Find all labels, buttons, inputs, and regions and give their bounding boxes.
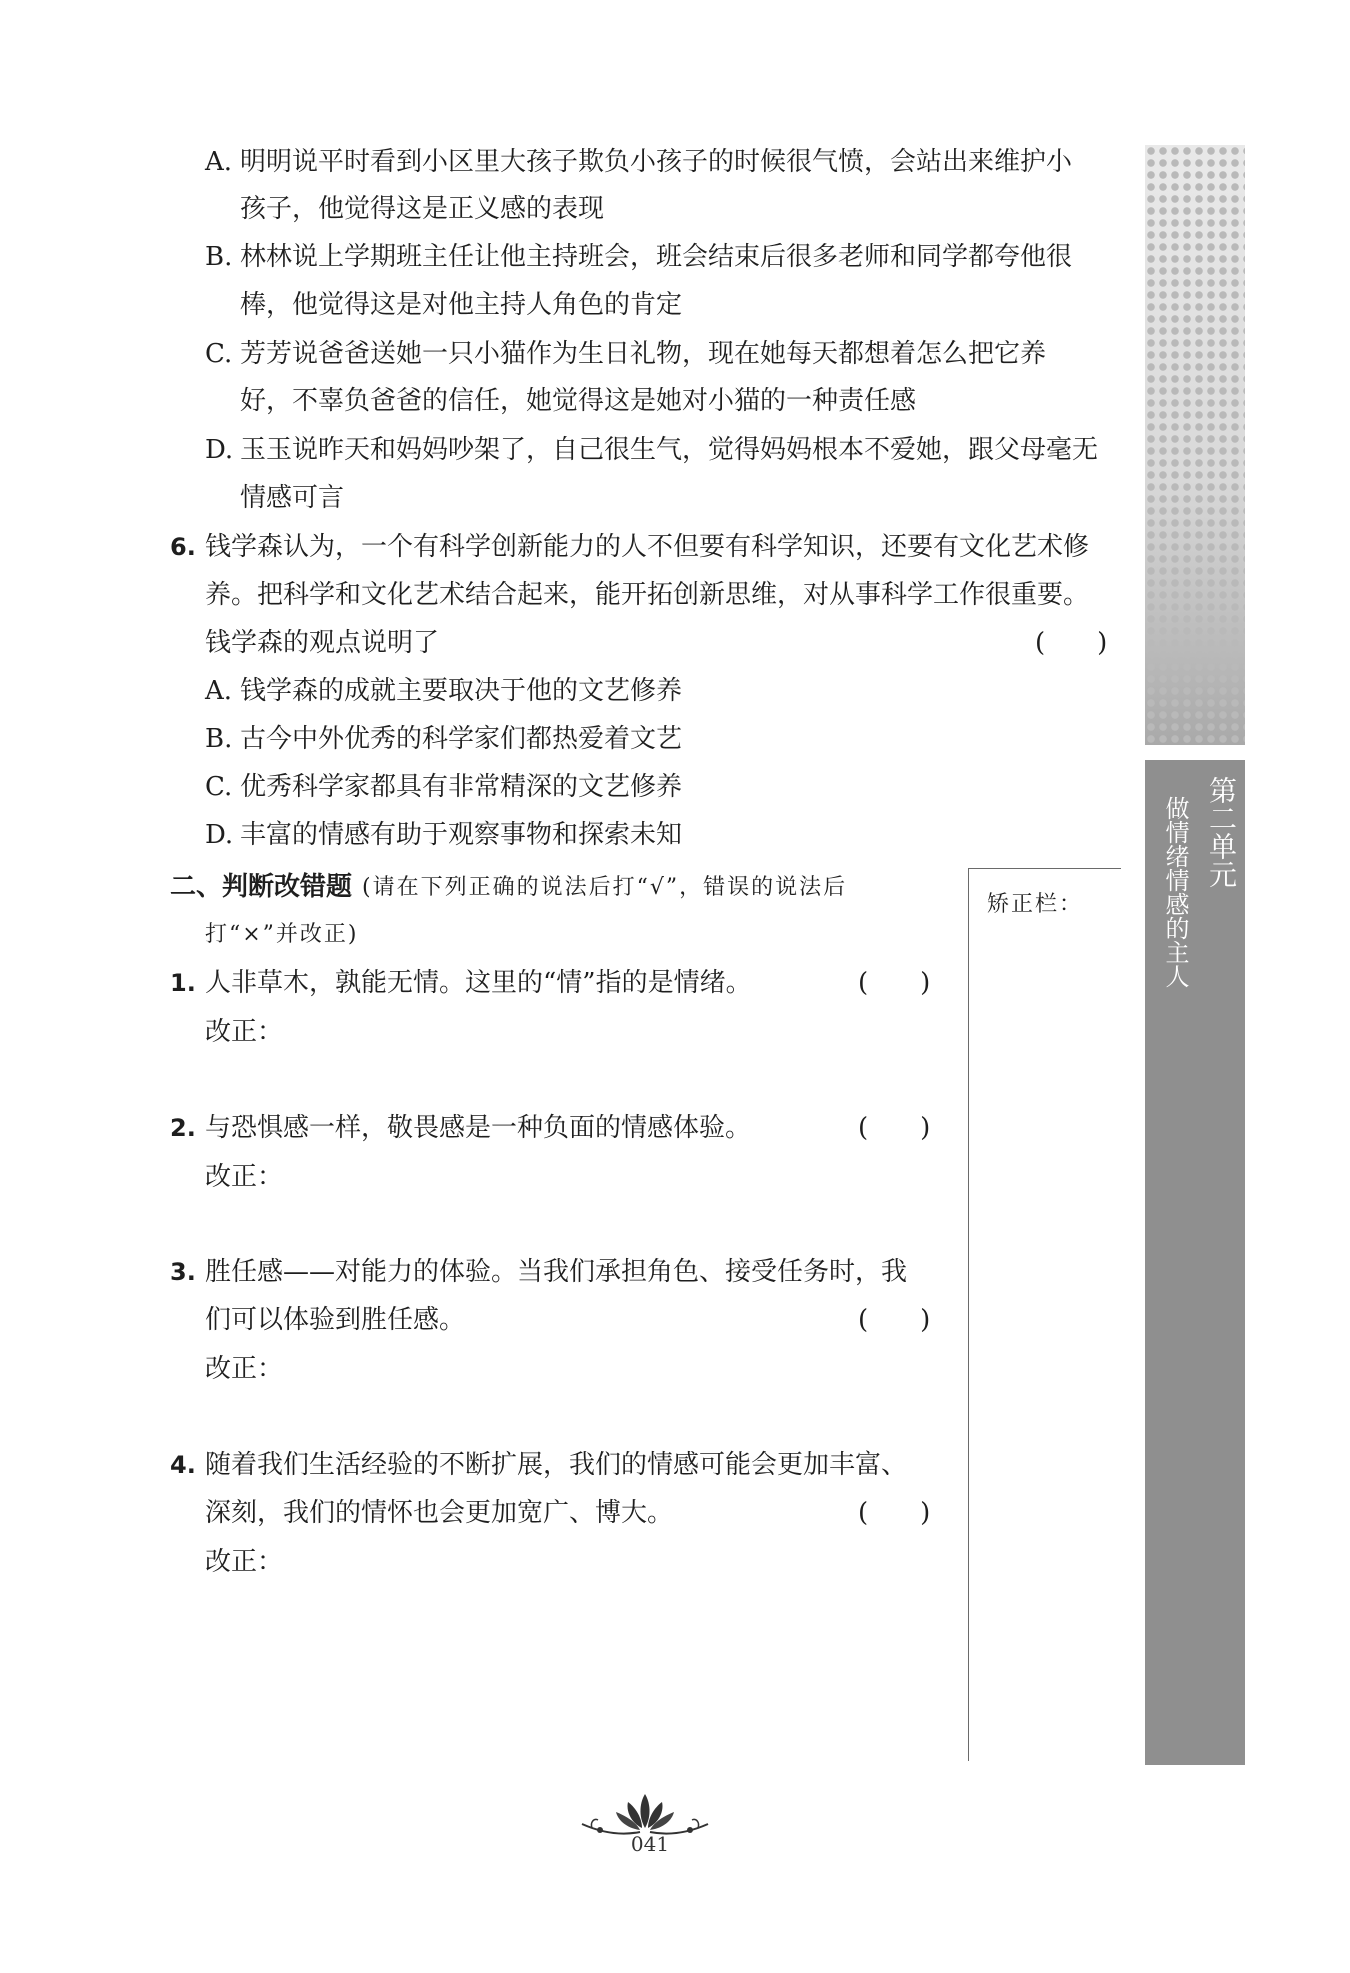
- judge-2-answer-blank[interactable]: ( ): [858, 1113, 931, 1143]
- q6-stem-line3: 钱学森的观点说明了: [205, 628, 440, 658]
- judge-1-number: 1.: [170, 969, 196, 997]
- judge-3-statement-line2: 们可以体验到胜任感。: [205, 1305, 466, 1335]
- judge-3-statement-line1: 胜任感——对能力的体验。当我们承担角色、接受任务时，我: [205, 1257, 908, 1287]
- judge-4-statement-line1: 随着我们生活经验的不断扩展，我们的情感可能会更加丰富、: [205, 1450, 908, 1480]
- judge-4-statement-line2: 深刻，我们的情怀也会更加宽广、博大。: [205, 1498, 674, 1528]
- q6-stem-line1: 钱学森认为，一个有科学创新能力的人不但要有科学知识，还要有文化艺术修: [205, 532, 1090, 562]
- q6-number: 6.: [170, 533, 196, 561]
- page-number: 041: [630, 1832, 670, 1856]
- judge-2-statement: 与恐惧感一样，敬畏感是一种负面的情感体验。: [205, 1113, 752, 1143]
- q5-option-b-line2: 棒，他觉得这是对他主持人角色的肯定: [240, 290, 683, 320]
- section-2-instruction-line2: 打“×”并改正): [205, 922, 359, 947]
- q6-option-d-label: D.: [205, 820, 234, 850]
- q5-option-c-label: C.: [205, 339, 233, 369]
- q6-option-c-label: C.: [205, 772, 233, 802]
- judge-4-answer-blank[interactable]: ( ): [858, 1498, 931, 1528]
- unit-title: 第二单元: [1205, 776, 1238, 888]
- q6-stem-line2: 养。把科学和文化艺术结合起来，能开拓创新思维，对从事科学工作很重要。: [205, 580, 1090, 610]
- q6-option-d-text: 丰富的情感有助于观察事物和探索未知: [240, 820, 683, 850]
- judge-4-fix-label[interactable]: 改正：: [205, 1547, 284, 1577]
- q6-answer-blank[interactable]: ( ): [1035, 628, 1108, 658]
- judge-3-answer-blank[interactable]: ( ): [858, 1305, 931, 1335]
- judge-1-statement: 人非草木，孰能无情。这里的“情”指的是情绪。: [205, 968, 752, 998]
- q5-option-c-line2: 好，不辜负爸爸的信任，她觉得这是她对小猫的一种责任感: [240, 386, 917, 416]
- judge-2-number: 2.: [170, 1114, 196, 1142]
- q5-option-d-line2: 情感可言: [240, 483, 345, 513]
- q5-option-a-label: A.: [205, 147, 233, 177]
- q6-option-c-text: 优秀科学家都具有非常精深的文艺修养: [240, 772, 683, 802]
- section-2-title: 二、判断改错题: [170, 872, 353, 902]
- correction-column[interactable]: [968, 868, 1121, 1761]
- q5-option-a-line2: 孩子，他觉得这是正义感的表现: [240, 194, 605, 224]
- judge-3-number: 3.: [170, 1258, 196, 1286]
- q5-option-d-line1: 玉玉说昨天和妈妈吵架了，自己很生气，觉得妈妈根本不爱她，跟父母毫无: [240, 435, 1099, 465]
- judge-2-fix-label[interactable]: 改正：: [205, 1162, 284, 1192]
- q5-option-b-line1: 林林说上学期班主任让他主持班会，班会结束后很多老师和同学都夸他很: [240, 242, 1073, 272]
- unit-sidebar-tab: [1145, 760, 1245, 1765]
- judge-4-number: 4.: [170, 1451, 196, 1479]
- q6-option-b-label: B.: [205, 724, 233, 754]
- judge-1-answer-blank[interactable]: ( ): [858, 968, 931, 998]
- q5-option-b-label: B.: [205, 242, 233, 272]
- judge-3-fix-label[interactable]: 改正：: [205, 1354, 284, 1384]
- unit-topic: 做情绪情感的主人: [1161, 796, 1189, 988]
- section-2-instruction-line1: (请在下列正确的说法后打“√”，错误的说法后: [362, 875, 848, 900]
- q6-option-a-text: 钱学森的成就主要取决于他的文艺修养: [240, 676, 683, 706]
- judge-1-fix-label[interactable]: 改正：: [205, 1017, 284, 1047]
- q5-option-a-line1: 明明说平时看到小区里大孩子欺负小孩子的时候很气愤，会站出来维护小: [240, 147, 1073, 177]
- q5-option-c-line1: 芳芳说爸爸送她一只小猫作为生日礼物，现在她每天都想着怎么把它养: [240, 339, 1047, 369]
- q5-option-d-label: D.: [205, 435, 234, 465]
- q6-option-a-label: A.: [205, 676, 233, 706]
- q6-option-b-text: 古今中外优秀的科学家们都热爱着文艺: [240, 724, 683, 754]
- correction-column-label: 矫正栏：: [987, 892, 1084, 917]
- sidebar-dot-pattern: [1145, 145, 1245, 745]
